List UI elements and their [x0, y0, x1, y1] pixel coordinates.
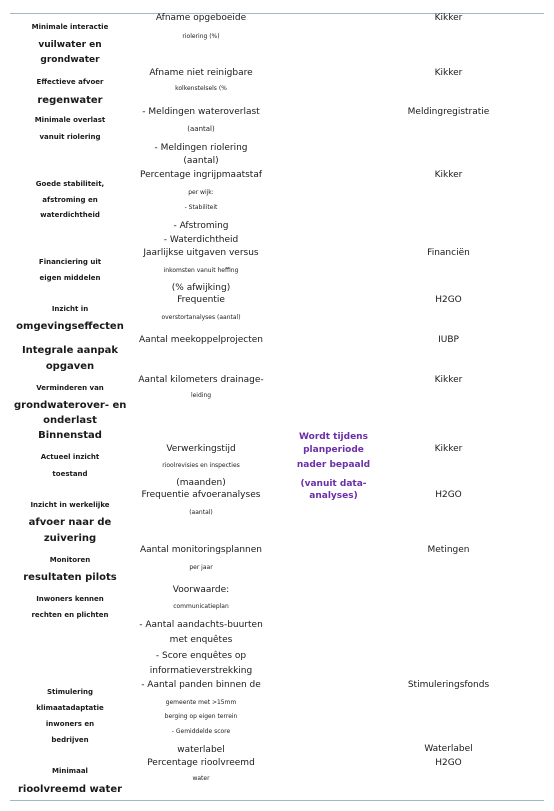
indicator-text: waterlabel [177, 745, 225, 755]
source-text: Financiën [427, 248, 470, 258]
indicator-text: (maanden) [176, 478, 226, 488]
indicator-text: rioolrevisies en inspecties [162, 462, 240, 469]
indicator-text: Aantal meekoppelprojecten [139, 335, 263, 345]
goal-text: Minimaal [52, 767, 88, 775]
goal-text: onderlast [43, 415, 97, 426]
indicator-text: per jaar [189, 564, 213, 571]
indicator-text: - Score enquêtes op [155, 651, 247, 661]
indicator-text: Jaarlijkse uitgaven versus [143, 248, 259, 258]
indicator-text: (% afwijking) [171, 283, 231, 293]
source-text: IUBP [438, 335, 459, 345]
goal-text: Stimulering [46, 688, 94, 696]
goal-text: Inwoners kennen [36, 595, 104, 603]
indicator-text: - Meldingen wateroverlast [142, 107, 260, 117]
indicator-text: - Gemiddelde score [171, 728, 231, 735]
source-text: Kikker [434, 444, 463, 454]
goal-text: toestand [52, 470, 88, 478]
indicator-text: berging op eigen terrein [164, 713, 238, 720]
indicator-text: - Aantal panden binnen de [141, 680, 261, 690]
goal-text: zuivering [43, 533, 97, 544]
goal-text: Monitoren [49, 556, 91, 564]
indicator-text: Verwerkingstijd [166, 444, 236, 454]
indicator-text: kolkenstelsels (% [175, 85, 227, 92]
goal-text: Inzicht in werkelijke [30, 501, 110, 509]
indicator-text: Frequentie afvoeranalyses [141, 490, 261, 500]
goal-text: bedrijven [51, 736, 89, 744]
source-text: H2GO [435, 295, 462, 305]
goal-text: Verminderen van [36, 384, 104, 392]
goal-text: opgaven [45, 361, 95, 372]
indicator-text: (aantal) [183, 156, 219, 166]
indicator-text: overstortanalyses (aantal) [161, 314, 241, 321]
target-note: Wordt tijdens [299, 432, 368, 442]
indicator-text: inkomsten vanuit heffing [163, 267, 239, 274]
indicator-text: per wijk: [188, 189, 214, 196]
goal-text: vanuit riolering [39, 133, 101, 141]
indicator-text: (aantal) [189, 509, 213, 516]
goal-text: grondwaterover- en [14, 400, 127, 411]
goal-text: afstroming en [42, 196, 98, 204]
indicator-text: gemeente met >15mm [165, 699, 237, 706]
indicator-text: - Waterdichtheid [163, 235, 239, 245]
indicator-text: Aantal monitoringsplannen [140, 545, 262, 555]
indicator-text: - Meldingen riolering [154, 143, 248, 153]
goal-text: Actueel inzicht [40, 453, 100, 461]
indicator-text: communicatieplan [173, 603, 229, 610]
source-text: Waterlabel [424, 744, 473, 754]
indicator-text: (aantal) [187, 125, 215, 133]
indicator-text: met enquêtes [169, 635, 233, 645]
source-text: Kikker [434, 375, 463, 385]
source-text: Kikker [434, 170, 463, 180]
goal-text: afvoer naar de [28, 517, 112, 528]
goal-text: eigen middelen [39, 274, 101, 282]
goal-text: Integrale aanpak [21, 345, 119, 356]
indicator-text: riolering (%) [182, 33, 220, 40]
indicator-text: - Afstroming [173, 221, 229, 231]
goal-text: grondwater [40, 55, 100, 65]
goal-text: Goede stabiliteit, [35, 180, 105, 188]
goal-text: Inzicht in [51, 305, 89, 313]
goal-text: Binnenstad [38, 430, 102, 441]
goal-text: waterdichtheid [40, 211, 100, 219]
indicator-text: Afname niet reinigbare [149, 68, 253, 78]
source-text: Kikker [434, 68, 463, 78]
source-text: Meldingregistratie [407, 107, 490, 117]
indicator-text: Afname opgeboeide [155, 13, 247, 23]
indicator-text: Voorwaarde: [172, 585, 230, 595]
indicator-text: - Aantal aandachts-buurten [139, 620, 263, 630]
indicator-text: - Stabiliteit [184, 204, 218, 211]
source-text: Stimuleringsfonds [407, 680, 490, 690]
goal-text: rechten en plichten [31, 611, 109, 619]
goal-text: rioolvreemd water [17, 784, 123, 795]
target-note: (vanuit data- [300, 479, 367, 489]
source-text: H2GO [435, 758, 462, 768]
source-text: Kikker [434, 13, 463, 23]
goal-text: regenwater [37, 95, 103, 106]
goal-text: inwoners en [45, 720, 95, 728]
goal-text: klimaatadaptatie [36, 704, 104, 712]
bottom-rule [10, 800, 544, 801]
goal-text: Minimale overlast [34, 116, 106, 124]
goal-text: vuilwater en [38, 40, 102, 50]
goal-text: Minimale interactie [31, 23, 109, 31]
target-note: nader bepaald [296, 460, 371, 470]
indicator-text: Frequentie [177, 295, 225, 305]
indicator-text: Percentage ingrijpmaatstaf [139, 170, 263, 180]
indicator-text: leiding [190, 392, 212, 399]
indicator-text: informatieverstrekking [149, 666, 253, 676]
indicator-text: water [192, 775, 210, 782]
indicator-text: Aantal kilometers drainage- [138, 375, 264, 385]
goal-text: Effectieve afvoer [36, 78, 104, 86]
goal-text: resultaten pilots [23, 572, 117, 583]
source-text: Metingen [427, 545, 470, 555]
indicator-text: Percentage rioolvreemd [147, 758, 255, 768]
source-text: H2GO [435, 490, 462, 500]
goal-text: Financiering uit [38, 258, 102, 266]
target-note: analyses) [309, 491, 358, 501]
target-note: planperiode [303, 445, 364, 455]
goal-text: omgevingseffecten [16, 321, 124, 332]
